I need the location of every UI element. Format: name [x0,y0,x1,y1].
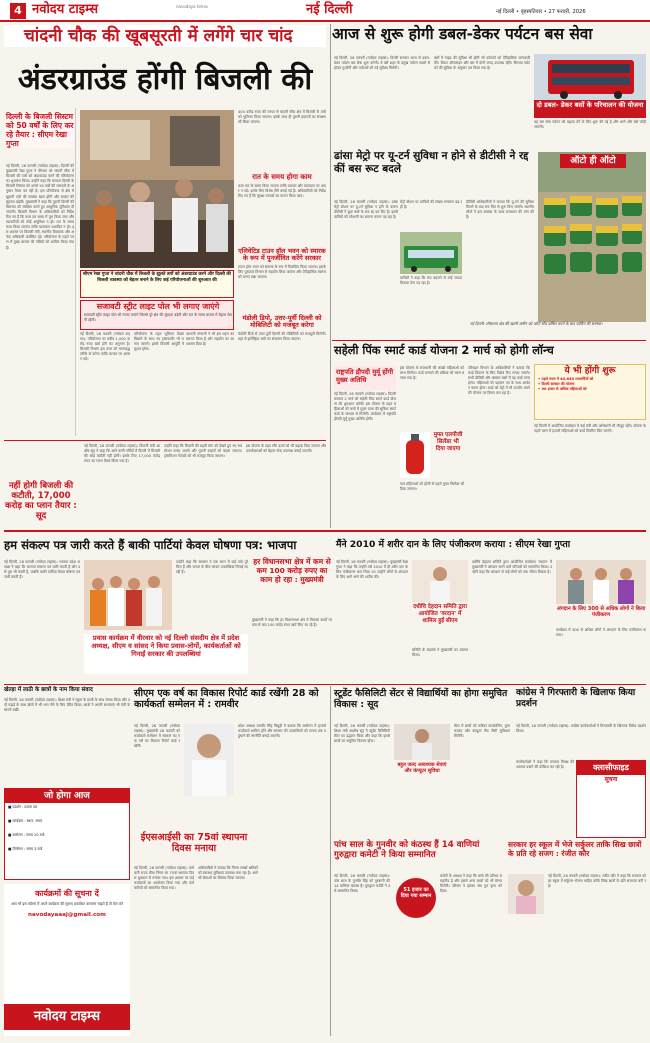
sm1-col: नई दिल्ली, 26 फरवरी (नवोदय टाइम्स): शिक्षा मंत्री ने स्कूल के छात्रों के साथ संवाद किया और उन्हें पढ़ाई के साथ खेलों में भी भाग लेने के लिए प्रेरित किया। छात्रों ने अपनी समस्याएं भी मंत्री के सामने रखीं। [4,698,130,713]
organ-photo [556,560,646,604]
ranjit-photo [508,874,544,914]
bjp-col-2: उन्होंने कहा कि सरकार ने एक साल में कई वादे पूरे किए हैं और जनता के बीच जाकर उपलब्धियां गिनाई जा रही हैं। [176,560,248,575]
congress-col: नई दिल्ली, 26 फरवरी (नवोदय टाइम्स): कांग्रेस कार्यकर्ताओं ने गिरफ्तारी के खिलाफ विरोध प्रदर्शन किया। [516,724,646,734]
photo-caption: सीएम रेखा गुप्ता ने चांदनी चौक में बिजली के झूलते तारों को अंडरग्राउंड करने और दिल्ली की बिजली व्यवस्था को बेहतर बनाने के लिए कई परियोजनाओं की शुरुआत की [80,270,234,298]
bus-col-3: यह बस सेवा पर्यटन को बढ़ावा देने के लिए शुरू की गई है और आगे और बसें जोड़ी जाएंगी। [534,120,646,130]
organ-col-2: समिति के सदस्यों ने मुख्यमंत्री का स्वागत किया। [412,648,468,658]
masthead-small: navodaya times [176,4,209,9]
auto-label: ऑटो ही ऑटो [560,154,626,168]
pink-col-1: नई दिल्ली, 26 फरवरी (नवोदय टाइम्स): दिल्ली सरकार 2 मार्च को सहेली पिंक स्मार्ट कार्ड योजना की शुरुआत करेगी। इस योजना के तहत महिलाओं को बसों में मुफ्त यात्रा की सुविधा स्मार्ट कार्ड के माध्यम से मिलेगी। कार्यक्रम में राष्ट्रपति द्रौपदी मुर्मू मुख्य अतिथि होंगी। [334,392,396,422]
left-headline: अंडरग्राउंड होंगी बिजली की [17,62,313,97]
organ-side-text: अंगदान के लिए 300 से अधिक लोगों ने किया पंजीकरण [556,606,646,619]
president-title: राष्ट्रपति द्रौपदी मुर्मू होंगी मुख्य अतिथि [336,368,394,384]
dtc-col-1: नई दिल्ली, 26 फरवरी (नवोदय टाइम्स): ढांसा मेट्रो स्टेशन पर यू-टर्न सुविधा न होने के कारण डीटीसी ने कुछ बसों के रूट रद्द कर दिए हैं। इससे यात्रियों को परेशानी का सामना करना पड़ रहा है। [334,200,398,220]
reserve-title: नहीं होगी बिजली की कटौती, 17,000 करोड़ का प्लान तैयार : सूद [5,481,77,521]
streetlight-box [80,300,234,330]
esic-headline: ईएसआईसी का 75वां स्थापना दिवस मनाया [140,832,248,855]
auto-rickshaw-photo [538,152,646,322]
dtc-col-3: डीटीसी अधिकारियों ने बताया कि यू-टर्न की सुविधा मिलने के बाद रूट फिर से शुरू किए जाएंगे। स्थानीय लोगों ने इस समस्या के जल्द समाधान की मांग की है। [466,200,534,220]
double-decker-photo [534,54,646,100]
bus-col-2: बसों में गाइड की सुविधा भी होगी जो पर्यटकों को ऐतिहासिक जानकारी देंगे। टिकट ऑनलाइन और बस में दोनों जगह उपलब्ध रहेंगे। किराया पर्यटकों की सुविधा के अनुसार तय किया गया है। [434,56,530,71]
reserve-box: नहीं होगी बिजली की कटौती, 17,000 करोड़ का प्लान तैयार : सूद नई दिल्ली, 26 फरवरी (नवोदय टाइम्स): बिजली मंत्री आशीष सूद ने कहा कि आने वाली गर्मियों में दिल्ली में बिजली की कोई कटौती नहीं होगी। इसके लिए 17,000 करोड़ रुपए का प्लान तैयार किया गया है। उन्होंने कहा कि बिजली की बढ़ती मांग को देखते हुए नए सब स्टेशन बनाए जाएंगे और पुरानी लाइनों को बदला जाएगा। ट्रांसमिशन नेटवर्क को भी मजबूत किया जाएगा। इस योजना के तहत सौर ऊर्जा को भी बढ़ावा दिया जाएगा और उपभोक्ताओं को बेहतर सेवा उपलब्ध कराई जाएगी। [4,440,326,528]
pink-col-5: नई दिल्ली में आयोजित कार्यक्रम में कई मंत्री और अधिकारी भी मौजूद रहेंगे। योजना के पहले चरण में हजारों महिलाओं को कार्ड वितरित किए जाएंगे। [534,424,646,434]
sidebar-box [4,108,76,436]
auto-caption: नई दिल्ली: शौचालय क्षेत्र की खाली जमीन को ऑटो स्टैंड घोषित करने के बाद पार्किंग की समस्या। [470,321,603,326]
city-label: नई दिल्ली [306,2,353,17]
footer-brand: नवोदय टाइम्स [4,1004,130,1030]
benefit-item: • दिल्ली सरकार की योजना [538,381,575,386]
pink-col-4: परिवहन विभाग के अधिकारियों ने बताया कि कार्ड वितरण के लिए विशेष कैंप लगाए जाएंगे। सभी डीटीसी और क्लस्टर बसों में यह कार्ड मान्य होगा। महिलाओं को पहचान पत्र के साथ आवेदन करना होगा। कार्ड को मेट्रो में भी उपयोग करने की योजना पर विचार चल रहा है। [468,366,530,396]
classified-sub: सूचना [604,776,618,783]
bjp-headline: हम संकल्प पत्र जारी करते हैं बाकी पार्टियां केवल घोषणा पत्र: भाजपा [4,538,297,552]
assembly-col: मुख्यमंत्री ने कहा कि हर विधानसभा क्षेत्र में विकास कार्यों पर कम से कम 100 करोड़ रुपए खर्च किए जा रहे हैं। [252,618,332,628]
school-headline: सरकार हर स्कूल में भेजे सर्कुलर ताकि सिख छात्रों के प्रति रहे सजग : रंजीत कौर [508,840,642,858]
notice-title: कार्यक्रमों की सूचना दें [35,889,99,898]
report-headline: सीएम एक वर्ष का विकास रिपोर्ट कार्ड रखेंगी 28 को कार्यकर्ता सम्मेलन में : रामवीर [134,688,319,711]
guru-badge [396,878,436,918]
organ-col-3: दधीचि देहदान समिति द्वारा आयोजित कार्यक्रम 'वरदान' में मुख्यमंत्री ने अंगदान करने वाले परिवारों को सम्मानित किया। उन्होंने कहा कि अंगदान से कई लोगों को नया जीवन मिलता है। [472,560,552,575]
page-number: 4 [10,3,26,19]
join-box [4,788,130,880]
cm-event-photo [80,110,234,268]
pink-col-3: पात्र महिलाओं को होली से पहले मुफ्त सिलेंडर भी दिया जाएगा। [400,482,464,492]
masthead-bar [0,0,650,22]
classified-title: क्लासीफाइड [577,761,645,775]
esic-col-2: अधिकारियों ने बताया कि निगम लाखों श्रमिकों को स्वास्थ्य सुविधाएं उपलब्ध करा रहा है। आगे भी सेवाओं का विस्तार किया जाएगा। [198,866,258,881]
bus-headline: आज से शुरू होगी डबल-डेकर पर्यटन बस सेवा [332,25,593,43]
guru-col-2: कमेटी के अध्यक्ष ने कहा कि बच्चे की प्रतिभा सराहनीय है और इससे अन्य बच्चों को भी प्रेरणा मिलेगी। परिवार ने इसका श्रेय गुरु कृपा को दिया। [440,874,502,894]
sm1-headline: खेल्ड़ा में लाठी के छात्रों के नाम किया संवाद [4,687,93,693]
bjp-col-1: नई दिल्ली, 26 फरवरी (नवोदय टाइम्स): भाजपा प्रदेश अध्यक्ष ने कहा कि भाजपा संकल्प पत्र जारी करती है और उसे पूरा भी करती है, जबकि बाकी पार्टियां केवल घोषणा पत्र जारी करती हैं। [4,560,80,580]
metro-bus-photo [400,232,462,274]
congress-headline: कांग्रेस ने गिरफ्तारी के खिलाफ किया प्रदर्शन [516,688,636,709]
left-col-3: व्यापारी संगठनों ने भी इस पहल का स्वागत किया है और सहयोग का आश्वासन दिया है। [186,332,234,347]
bjp-sub: प्रवास कार्यक्रम में वीरवार को नई दिल्ली संसदीय क्षेत्र में प्रदेश अध्यक्ष, सीएम व सांसद ने किया प्रवास-लोगों, कार्यकर्ताओं को गिनाईं सरकार की उपलब्धियां [84,634,248,674]
free-lpg-title: मुफ्त एलपीजी सिलेंडर भी दिया जाएगा [433,432,463,452]
bjp-col-3 [4,674,248,682]
cm-stage-photo [412,560,468,602]
dtc-headline: ढांसा मेट्रो पर यू-टर्न सुविधा न होने से डीटीसी ने रद्द कीं बस रूट बदले [334,150,529,175]
congress-col-2: कार्यकर्ताओं ने कहा कि सरकार विपक्ष की आवाज दबाने की कोशिश कर रही है। [516,760,574,770]
students-col-1: नई दिल्ली, 26 फरवरी (नवोदय टाइम्स): शिक्षा मंत्री आशीष सूद ने स्टूडेंट फैसिलिटी सेंटर का उद्घाटन किया और कहा कि इससे छात्रों का समुचित विकास होगा। [334,724,390,744]
join-item: ■ प्रदर्शन : प्रवास दल [8,805,38,809]
join-item: ■ कार्यक्रम : स्थान, समय [8,819,43,823]
classified-box [576,760,646,838]
left-kicker: चांदनी चौक की खूबसूरती में लगेंगे चार चांद [4,25,326,47]
organ-col-4: कार्यक्रम में 300 से अधिक लोगों ने अंगदान के लिए पंजीकरण कराया। [556,628,646,638]
sood-photo [394,724,450,760]
assembly-headline: हर विधानसभा क्षेत्र में कम से कम 100 करोड़ रुपए का काम हो रहा : मुख्यमंत्री [253,557,331,584]
masthead-title: नवोदय टाइम्स [32,2,99,17]
organ-col-1: नई दिल्ली, 26 फरवरी (नवोदय टाइम्स): मुख्यमंत्री रेखा गुप्ता ने कहा कि उन्होंने वर्ष 2010 में ही शरीर दान के लिए पंजीकरण करा लिया था। उन्होंने लोगों से अंगदान के लिए आगे आने की अपील की। [336,560,408,580]
join-item: ■ विमोचन : समय 3 बजे [8,847,43,851]
notice-box [4,884,130,1036]
join-title: जो होगा आज [5,789,129,803]
guru-badge-text: 51 हजार का दिया गया सम्मान [400,887,432,899]
dateline: नई दिल्ली • बृहस्पतिवार • 27 फरवरी, 2026 [496,9,586,15]
sidebar-body: नई दिल्ली, 26 फरवरी (नवोदय टाइम्स): दिल्ली की मुख्यमंत्री रेखा गुप्ता ने वीरवार को चांदनी चौक में बिजली की तारों को अंडरग्राउंड करने की परियोजना का शुभारंभ किया। उन्होंने कहा कि सरकार दिल्ली के बिजली सिस्टम को अगले 50 वर्षों की जरूरतों के अनुसार तैयार कर रही है। इस परियोजना से क्षेत्र में झूलती तारों की समस्या खत्म होगी और बाजार की सुंदरता बढ़ेगी। मुख्यमंत्री ने कहा कि पुरानी दिल्ली की विरासत को संरक्षित करते हुए आधुनिक सुविधाएं दी जाएंगी। बिजली विभाग के अधिकारियों को निर्देश दिए गए हैं कि काम तय समय में पूरा किया जाए और व्यापारियों को कोई असुविधा न हो। रात के समय काम किया जाएगा ताकि यातायात प्रभावित न हो। इस अवसर पर बिजली मंत्री, स्थानीय विधायक और अनेक अधिकारी उपस्थित रहे। परियोजना के पहले चरण में मुख्य बाजार की गलियों को शामिल किया गया है। [6,164,74,250]
report-col-2: प्रदेश अध्यक्ष रामवीर सिंह बिधूड़ी ने बताया कि सम्मेलन में हजारों कार्यकर्ता शामिल होंगे और सरकार की उपलब्धियों को जनता तक पहुंचाने की रणनीति बनाई जाएगी। [238,724,326,739]
streetlight-title: सजावटी स्ट्रीट लाइट पोल भी लगाए जाएंगे [96,302,220,311]
guru-col-1: नई दिल्ली, 26 फरवरी (नवोदय टाइम्स): पांच साल के गुनवीर सिंह को गुरबाणी की 14 वाणियां कंठस्थ हैं। गुरुद्वारा कमेटी ने उसे सम्मानित किया। [334,874,390,894]
sub-townhall: एलिवेटिड टाउन हॉल भवन को स्मारक के रूप में पुनर्जीवित करेंगे सरकार [238,246,326,263]
guru-headline: पांच साल के गुनवीर को कंठस्थ हैं 14 वाणियां गुरुद्वारा कमेटी ने किया सम्मानित [334,840,480,861]
benefit-item: • 90 हजार से अधिक महिलाओं को [538,386,587,391]
sub-mandoli: मंडोली डिपो, उत्तर-पूर्वी दिल्ली को मोबिलिटी को मजबूत करेगा [242,313,322,330]
organ-headline: मैंने 2010 में शरीर दान के लिए पंजीकरण कराया : सीएम रेखा गुप्ता [336,539,571,550]
sidebar-title: दिल्ली के बिजली सिस्टम को 50 वर्षों के लिए कर रहे तैयार : सीएम रेखा गुप्ता [6,112,74,148]
report-col-1: नई दिल्ली, 26 फरवरी (नवोदय टाइम्स): मुख्यमंत्री 28 फरवरी को कार्यकर्ता सम्मेलन में सरकार का एक वर्ष का विकास रिपोर्ट कार्ड रखेंगी। [134,724,180,749]
pink-card-headline: सहेली पिंक स्मार्ट कार्ड योजना 2 मार्च को होगी लॉन्च [334,343,554,357]
dtc-col-2: मेट्रो स्टेशन पर यात्रियों की संख्या लगातार बढ़ रही है। [400,200,462,210]
benefit-item: • पहले चरण में 40,645 लाभार्थियों को [538,376,594,381]
benefits-title: ये भी होंगी शुरू [564,366,616,376]
bus-col-1: नई दिल्ली, 26 फरवरी (नवोदय टाइम्स): दिल्ली सरकार आज से डबल-डेकर पर्यटन बस सेवा शुरू करेगी। ये बसें शहर के प्रमुख पर्यटन स्थलों से होकर गुजरेंगी और पर्यटकों को नई सुविधा मिलेगी। [334,56,430,71]
notice-mail[interactable]: navodayaaaj@gmail.com [28,911,106,918]
notice-text: आप भी इस कॉलम में अपने कार्यक्रम की सूचना प्रकाशित करवाना चाहते हैं तो मेल करें [11,901,123,906]
dadhichi-headline: दधीचि देहदान समिति द्वारा आयोजित 'वरदान' में शामिल हुईं सीएम [413,604,467,624]
bus-caption: दो डबल- डेकर बसों के परिचालन की योजना [534,100,646,118]
students-col-2: सेंटर में छात्रों को करियर काउंसलिंग, पुस्तकालय और कंप्यूटर लैब जैसी सुविधाएं मिलेंगी। [454,724,510,739]
students-sub: बहुत जल्द आवश्यक सेवाएं और कंप्यूटर सुविधा [397,762,447,775]
left-col-1: नई दिल्ली, 26 फरवरी (नवोदय टाइम्स): परियोजना पर करीब 1,000 करोड़ रुपए खर्च होने का अनुमान है। बिजली विभाग इस काम को चरणबद्ध तरीके से करेगा ताकि बाजार पर असर न पड़े। [80,332,130,362]
dtc-col-4: यात्रियों ने कहा कि रूट बदलने से उन्हें ज्यादा किराया देना पड़ रहा है। [400,276,462,286]
sub-night-work: रात के समय होगा काम [252,173,312,181]
left-col-2: परियोजना के तहत भूमिगत केबल बिछाने के साथ नए ट्रांसफार्मर भी लगाए जाएंगे। इससे बिजली आपूर्ति में सुधार होगा। [134,332,184,352]
benefits-box [534,364,646,420]
ramvir-photo [184,724,234,796]
bjp-group-photo [84,560,172,630]
students-headline: स्टूडेंट फैसिलिटी सेंटर से विद्यार्थियों का होगा समुचित विकास : सूद [334,688,508,710]
lpg-cylinder-photo [400,432,430,478]
esic-col-1: नई दिल्ली, 26 फरवरी (नवोदय टाइम्स): कर्मचारी राज्य बीमा निगम का 75वां स्थापना दिवस धूमधाम से मनाया गया। इस अवसर पर कई कार्यक्रमों का आयोजन किया गया और कर्मचारियों को सम्मानित किया गया। [134,866,194,891]
join-item: ■ सम्मेलन : समय 10 बजे [8,833,45,837]
left-right-col: 400 करोड़ रुपए की लागत से चांदनी चौक क्षेत्र में बिजली के तारों को भूमिगत किया जाएगा। इसके साथ ही पुरानी इमारतों का संरक्षण भी किया जाएगा। रात के समय होगा काम काम रात के समय किया जाएगा ताकि व्यापार और यातायात पर असर न पड़े। इसके लिए विशेष टीमें बनाई गई हैं। अधिकारियों को निर्देश दिए गए हैं कि सुरक्षा मानकों का पालन किया जाए। एलिवेटिड टाउन हॉल भवन को स्मारक के रूप में पुनर्जीवित करेंगे सरकार टाउन हॉल भवन को स्मारक के रूप में विकसित किया जाएगा। इसके लिए पुरातत्व विभाग से सहयोग लिया जाएगा और ऐतिहासिक स्वरूप को बनाए रखा जाएगा। मंडोली डिपो, उत्तर-पूर्वी दिल्ली को मोबिलिटी को मजबूत करेगा मंडोली डिपो से उत्तर-पूर्वी दिल्ली की मोबिलिटी को मजबूती मिलेगी। यहां से इलेक्ट्रिक बसों का संचालन किया जाएगा। [238,110,326,342]
school-col-1: नई दिल्ली, 26 फरवरी (नवोदय टाइम्स): रंजीत कौर ने कहा कि सरकार को हर स्कूल में सर्कुलर भेजना चाहिए ताकि सिख छात्रों के प्रति सजगता बनी रहे। [548,874,646,889]
streetlight-body: सजावटी स्ट्रीट लाइट पोल भी लगाए जाएंगे जिससे पूरे क्षेत्र की सुंदरता बढ़ेगी और रात के समय बाजार में बेहतर रोशनी रहेगी। [84,313,232,323]
president-box [334,366,396,390]
pink-col-2: इस योजना से राजधानी की लाखों महिलाओं को लाभ मिलेगा। कार्ड बनवाने की प्रक्रिया को सरल बनाया गया है। [400,366,464,381]
